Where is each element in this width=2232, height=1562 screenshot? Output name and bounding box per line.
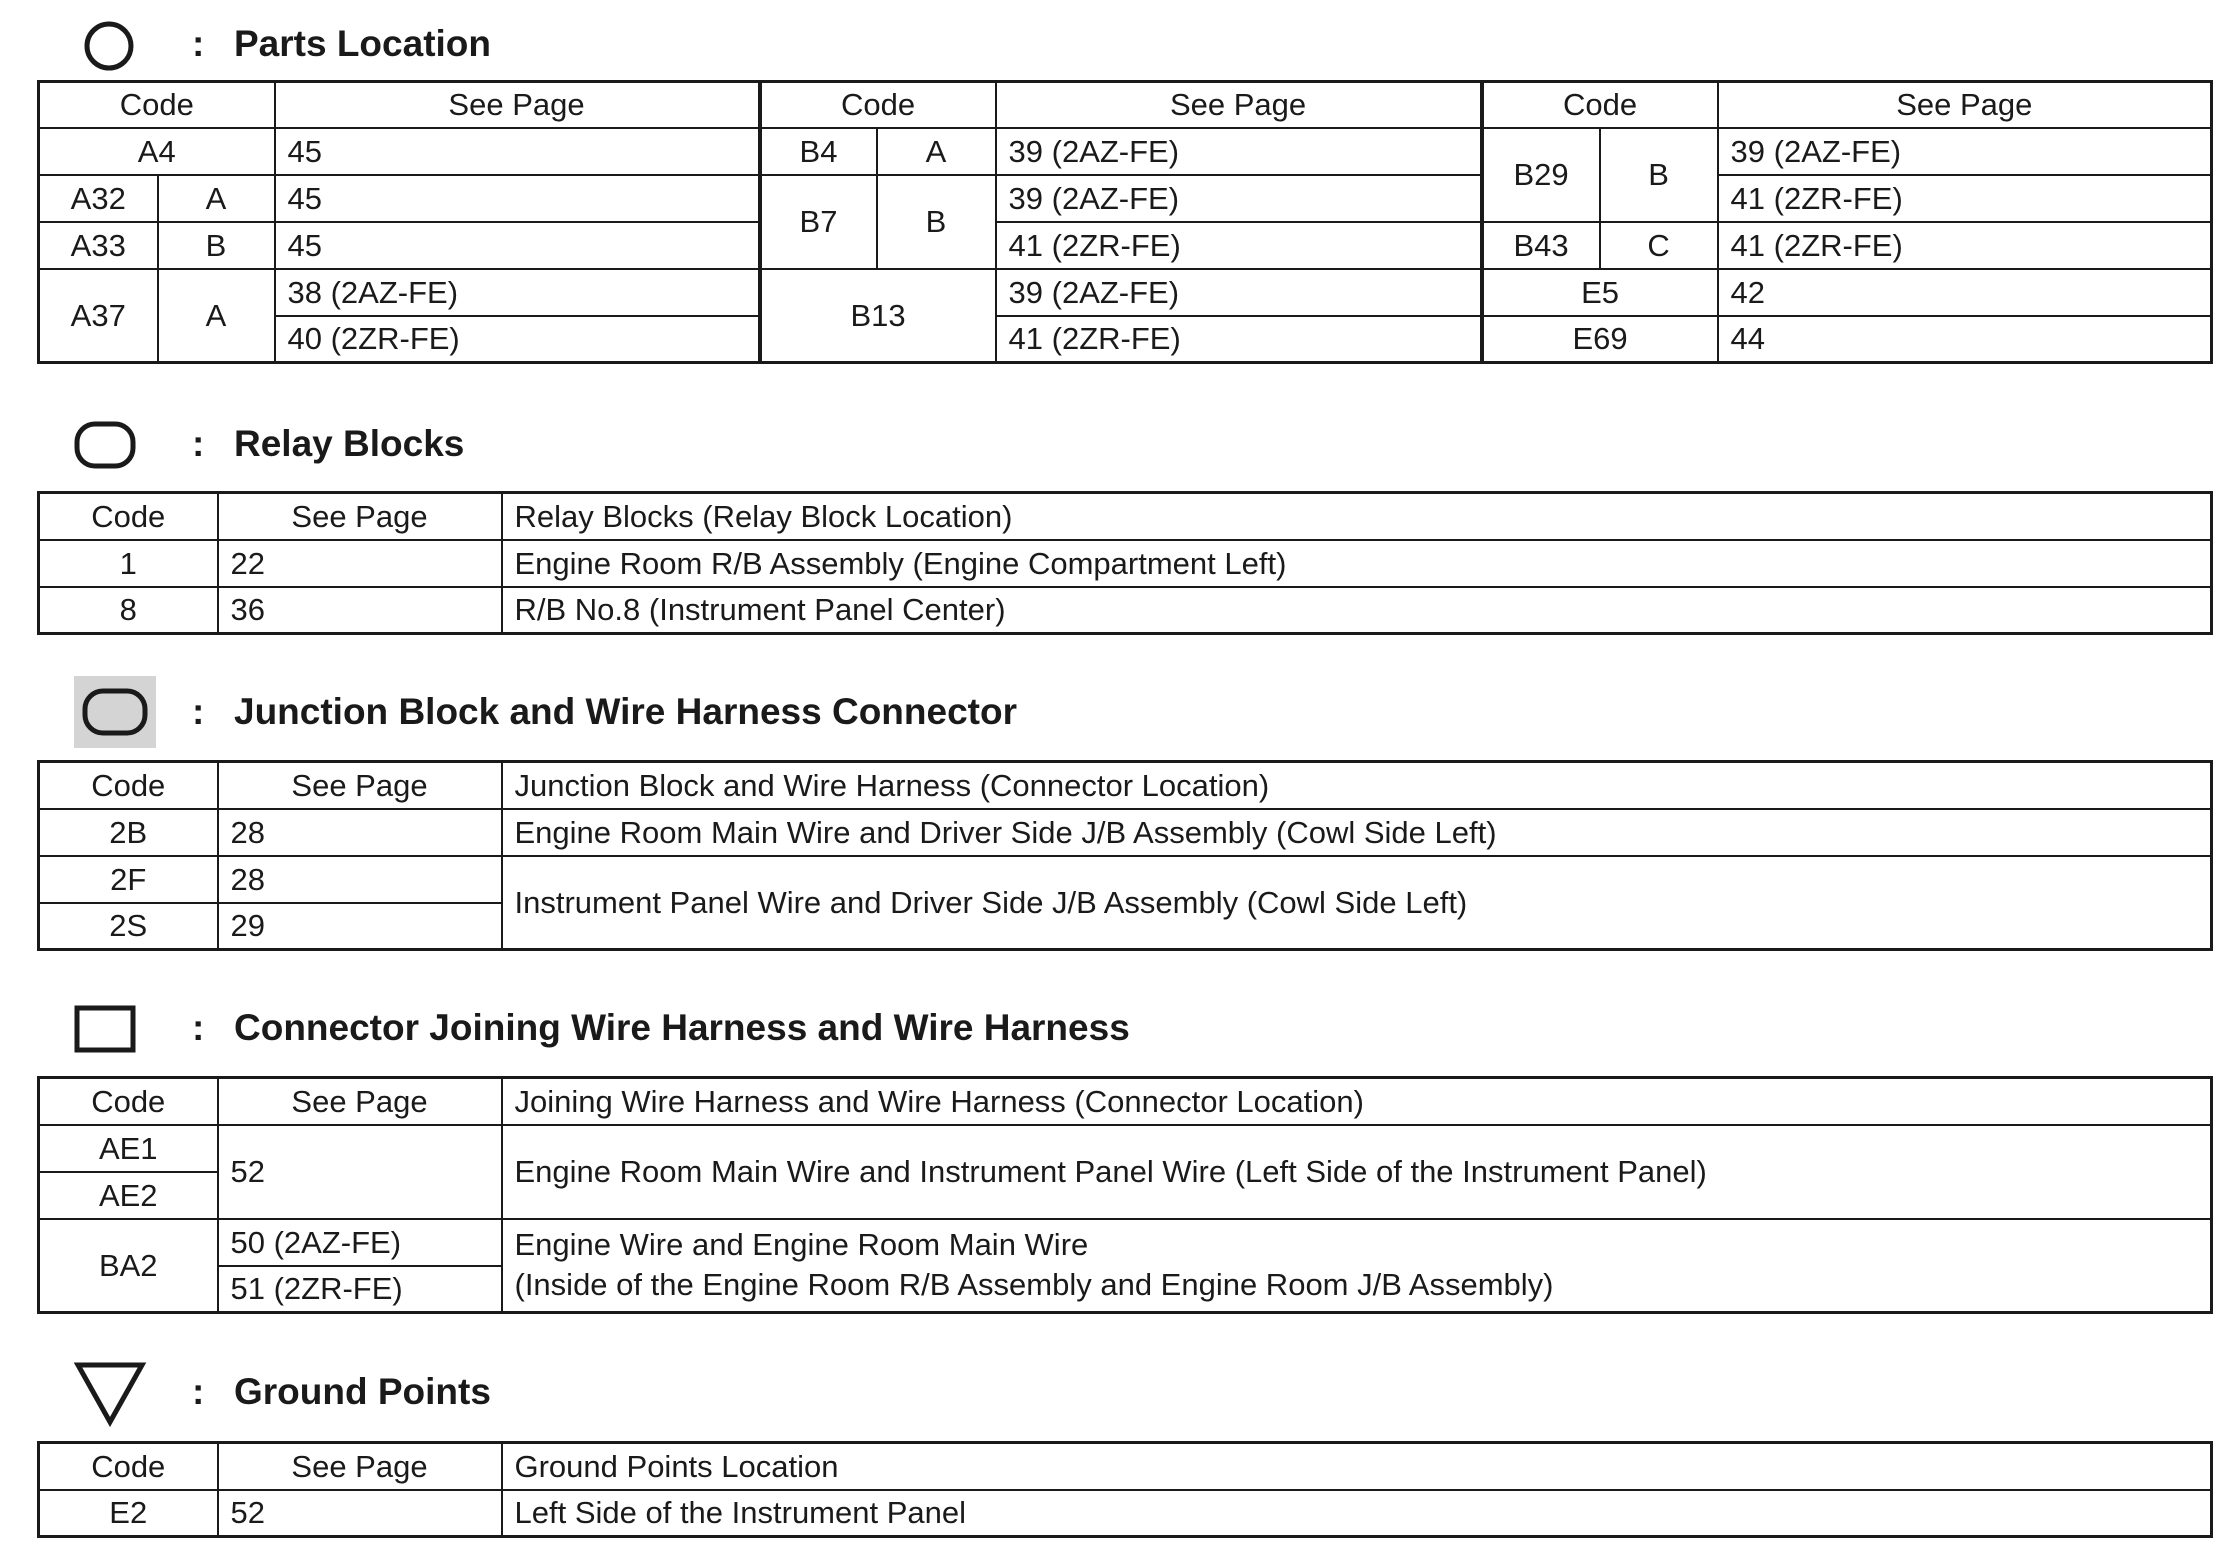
sub-code-cell: A (158, 175, 275, 222)
sub-code-cell: B (158, 222, 275, 269)
table-header-row (39, 1078, 2212, 1125)
code-cell: B7 (760, 175, 877, 269)
table-row (39, 856, 2212, 903)
page-cell: 36 (218, 587, 502, 634)
code-cell: AE2 (39, 1172, 218, 1219)
location-cell: Left Side of the Instrument Panel (502, 1490, 2212, 1537)
code-cell: A33 (39, 222, 158, 269)
code-cell: E2 (39, 1490, 218, 1537)
code-cell: A32 (39, 175, 158, 222)
connector-joining-table (37, 1076, 2213, 1314)
page-cell: 45 (275, 222, 760, 269)
page-cell: 42 (1718, 269, 2212, 316)
page-cell: 39 (2AZ-FE) (996, 175, 1482, 222)
section-title: Relay Blocks (234, 423, 465, 464)
page-cell: 52 (218, 1490, 502, 1537)
code-cell: A37 (39, 269, 158, 363)
table-header-row (39, 1443, 2212, 1490)
sub-code-cell: B (877, 175, 996, 269)
location-cell: Engine Room Main Wire and Driver Side J/B Assembly (Cowl Side Left) (502, 809, 2212, 856)
header-see-page: See Page (996, 82, 1482, 128)
table-row (39, 269, 2212, 316)
code-cell: 2B (39, 809, 218, 856)
location-cell: Engine Room Main Wire and Instrument Panel Wire (Left Side of the Instrument Panel) (502, 1125, 2212, 1219)
page-cell: 45 (275, 175, 760, 222)
header-see-page: See Page (275, 82, 760, 128)
page-cell: 52 (218, 1125, 502, 1219)
header-location: Junction Block and Wire Harness (Connector Location) (502, 762, 2212, 809)
relay-blocks-header (0, 420, 2232, 484)
page-cell: 41 (2ZR-FE) (1718, 222, 2212, 269)
connector-joining-header (0, 1004, 2232, 1068)
location-cell: Engine Room R/B Assembly (Engine Compartment Left) (502, 540, 2212, 587)
code-cell: B13 (760, 269, 996, 363)
table-row (39, 316, 2212, 363)
page-cell: 28 (218, 809, 502, 856)
colon: : (192, 23, 205, 64)
inverted-triangle-icon (73, 1360, 147, 1428)
table-row (39, 587, 2212, 634)
sub-code-cell: A (877, 128, 996, 175)
header-code: Code (760, 82, 996, 128)
header-code: Code (39, 82, 275, 128)
colon: : (192, 1007, 205, 1048)
header-code: Code (39, 762, 218, 809)
location-line: (Inside of the Engine Room R/B Assembly and Engine Room J/B Assembly) (514, 1267, 1554, 1303)
header-location: Joining Wire Harness and Wire Harness (Connector Location) (502, 1078, 2212, 1125)
page-cell: 51 (2ZR-FE) (218, 1266, 502, 1313)
page-cell: 28 (218, 856, 502, 903)
code-cell: B43 (1482, 222, 1600, 269)
table-header-row (39, 762, 2212, 809)
page-cell: 29 (218, 903, 502, 950)
section-title: Junction Block and Wire Harness Connector (234, 691, 1017, 732)
rounded-rectangle-icon (73, 420, 137, 470)
sub-code-cell: C (1600, 222, 1718, 269)
code-cell: B29 (1482, 128, 1600, 222)
code-cell: E5 (1482, 269, 1718, 316)
page-cell: 39 (2AZ-FE) (996, 269, 1482, 316)
header-see-page: See Page (1718, 82, 2212, 128)
code-cell: AE1 (39, 1125, 218, 1172)
junction-block-header (0, 676, 2232, 740)
header-location: Relay Blocks (Relay Block Location) (502, 493, 2212, 540)
page-cell: 50 (2AZ-FE) (218, 1219, 502, 1266)
code-cell: 2F (39, 856, 218, 903)
page-cell: 40 (2ZR-FE) (275, 316, 760, 363)
header-see-page: See Page (218, 762, 502, 809)
location-cell (502, 1219, 2212, 1313)
table-row (39, 540, 2212, 587)
table-row (39, 1125, 2212, 1172)
code-cell: 1 (39, 540, 218, 587)
relay-blocks-table (37, 491, 2213, 635)
ground-points-header (0, 1360, 2232, 1424)
table-row (39, 128, 2212, 175)
ground-points-table (37, 1441, 2213, 1538)
parts-location-header (0, 20, 2232, 84)
parts-location-table (37, 80, 2213, 364)
header-code: Code (39, 1078, 218, 1125)
table-header-row (39, 493, 2212, 540)
page-cell: 38 (2AZ-FE) (275, 269, 760, 316)
table-row (39, 809, 2212, 856)
section-title: Parts Location (234, 23, 491, 64)
shaded-rounded-rectangle-icon (74, 676, 156, 748)
code-cell: 8 (39, 587, 218, 634)
page-cell: 45 (275, 128, 760, 175)
header-see-page: See Page (218, 493, 502, 540)
page-cell: 41 (2ZR-FE) (996, 316, 1482, 363)
circle-icon (83, 20, 135, 72)
junction-block-table (37, 760, 2213, 951)
header-code: Code (39, 1443, 218, 1490)
header-code: Code (1482, 82, 1718, 128)
location-cell: R/B No.8 (Instrument Panel Center) (502, 587, 2212, 634)
page-cell: 39 (2AZ-FE) (1718, 128, 2212, 175)
rectangle-icon (73, 1004, 137, 1054)
code-cell: 2S (39, 903, 218, 950)
location-cell: Instrument Panel Wire and Driver Side J/B Assembly (Cowl Side Left) (502, 856, 2212, 950)
location-line: Engine Wire and Engine Room Main Wire (514, 1226, 1089, 1262)
page-cell: 22 (218, 540, 502, 587)
table-row (39, 1490, 2212, 1537)
table-row (39, 1219, 2212, 1266)
section-title: Connector Joining Wire Harness and Wire Harness (234, 1007, 1130, 1048)
table-row (39, 222, 2212, 269)
code-cell: E69 (1482, 316, 1718, 363)
code-cell: BA2 (39, 1219, 218, 1313)
page-cell: 41 (2ZR-FE) (1718, 175, 2212, 222)
colon: : (192, 691, 205, 732)
sub-code-cell: A (158, 269, 275, 363)
code-cell: A4 (39, 128, 275, 175)
section-title: Ground Points (234, 1371, 491, 1412)
table-row (39, 175, 2212, 222)
page-cell: 41 (2ZR-FE) (996, 222, 1482, 269)
table-header-row (39, 82, 2212, 128)
header-see-page: See Page (218, 1443, 502, 1490)
page-cell: 39 (2AZ-FE) (996, 128, 1482, 175)
colon: : (192, 423, 205, 464)
header-see-page: See Page (218, 1078, 502, 1125)
colon: : (192, 1371, 205, 1412)
header-code: Code (39, 493, 218, 540)
sub-code-cell: B (1600, 128, 1718, 222)
header-location: Ground Points Location (502, 1443, 2212, 1490)
code-cell: B4 (760, 128, 877, 175)
page-cell: 44 (1718, 316, 2212, 363)
